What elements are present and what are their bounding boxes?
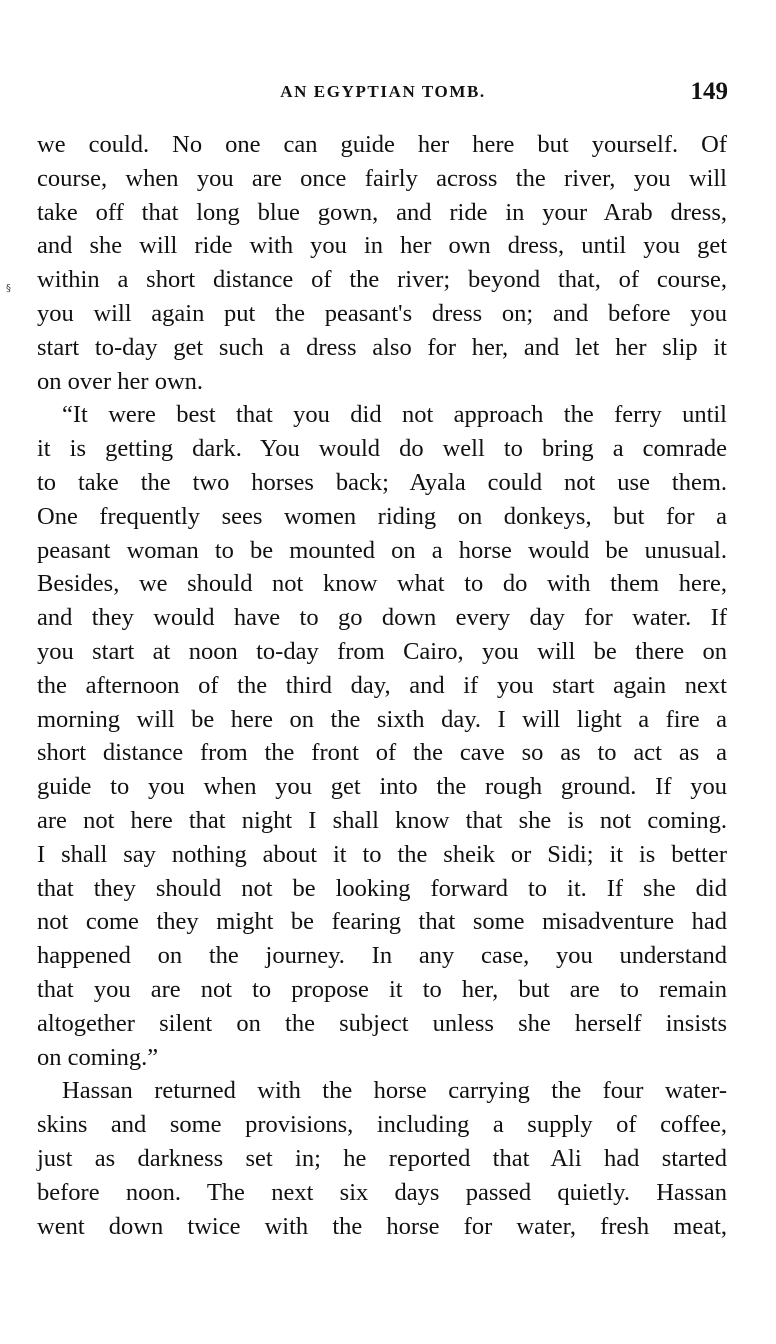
text-line: take off that long blue gown, and ride in your Arab dress, [37, 198, 727, 226]
text-line: short distance from the front of the cave so as to act as a [37, 739, 727, 767]
text-line: that you are not to propose it to her, but are to remain [37, 975, 727, 1003]
page-number: 149 [690, 78, 728, 105]
text-line: you will again put the peasant's dress on; and before you [37, 299, 727, 327]
text-line: guide to you when you get into the rough ground. If you [37, 773, 727, 801]
text-line: just as darkness set in; he reported that Ali had started [37, 1144, 727, 1172]
text-line: peasant woman to be mounted on a horse would be unusual. [37, 536, 727, 564]
text-line: to take the two horses back; Ayala could not use them. [37, 468, 727, 496]
text-line: happened on the journey. In any case, you understand [37, 942, 727, 970]
text-line: we could. No one can guide her here but yourself. Of [37, 131, 727, 158]
running-title: AN EGYPTIAN TOMB. [280, 82, 486, 101]
margin-mark: § [6, 283, 11, 294]
text-line: it is getting dark. You would do well to bring a comrade [37, 435, 727, 463]
text-line: “It were best that you did not approach the ferry until [62, 401, 727, 429]
text-line: and they would have to go down every day for water. If [37, 604, 727, 632]
text-line: Hassan returned with the horse carrying the four water- [62, 1077, 727, 1105]
text-line: morning will be here on the sixth day. I will light a fire a [37, 705, 727, 733]
text-line: altogether silent on the subject unless she herself insists [37, 1009, 727, 1037]
text-line: the afternoon of the third day, and if you start again next [37, 671, 727, 699]
text-line: skins and some provisions, including a supply of coffee, [37, 1111, 727, 1139]
text-line: before noon. The next six days passed quietly. Hassan [37, 1178, 727, 1206]
text-line: went down twice with the horse for water, fresh meat, [37, 1212, 727, 1240]
text-line: not come they might be fearing that some misadventure had [37, 908, 727, 936]
text-body [37, 128, 727, 1243]
text-line: Besides, we should not know what to do with them here, [37, 570, 727, 598]
text-line: within a short distance of the river; beyond that, of course, [37, 266, 727, 294]
text-line: I shall say nothing about it to the sheik or Sidi; it is better [37, 840, 727, 868]
text-line: are not here that night I shall know that she is not coming. [37, 806, 727, 834]
text-line: on over her own. [37, 367, 204, 395]
text-line: One frequently sees women riding on donkeys, but for a [37, 502, 727, 530]
text-line: you start at noon to-day from Cairo, you will be there on [37, 637, 727, 665]
text-line: on coming.” [37, 1043, 159, 1071]
text-line: start to-day get such a dress also for her, and let her slip it [37, 333, 727, 361]
text-line: that they should not be looking forward to it. If she did [37, 874, 727, 902]
text-line: and she will ride with you in her own dress, until you get [37, 232, 727, 260]
running-head [38, 78, 728, 108]
text-line: course, when you are once fairly across the river, you will [37, 164, 727, 192]
